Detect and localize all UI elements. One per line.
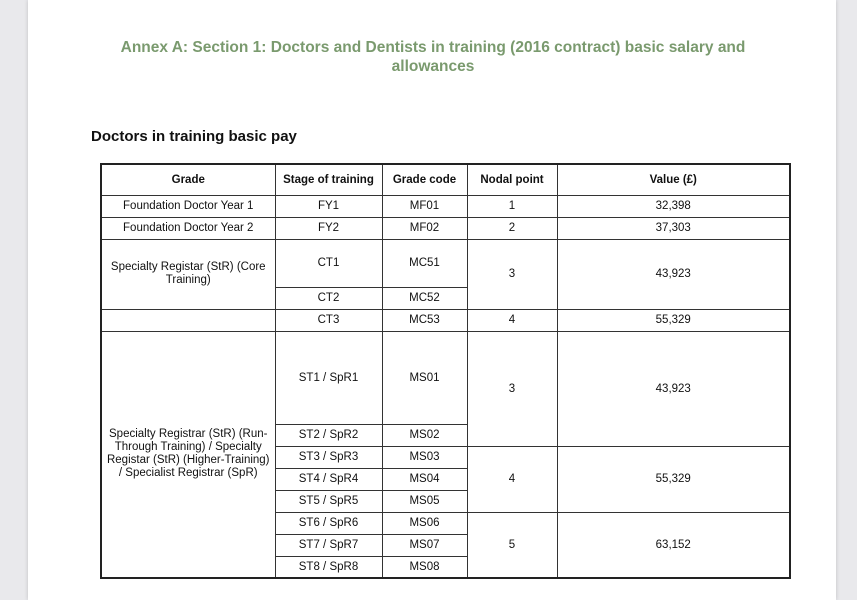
value-cell: 37,303 bbox=[557, 217, 790, 239]
stage-cell: ST7 / SpR7 bbox=[275, 534, 382, 556]
table-row bbox=[101, 217, 790, 239]
grade-cell bbox=[101, 309, 275, 331]
stage-cell: ST2 / SpR2 bbox=[275, 424, 382, 446]
stage-cell: ST5 / SpR5 bbox=[275, 490, 382, 512]
header-grade: Grade bbox=[101, 164, 275, 195]
nodal-cell: 3 bbox=[467, 331, 557, 446]
code-cell: MS02 bbox=[382, 424, 467, 446]
nodal-cell: 4 bbox=[467, 309, 557, 331]
nodal-cell: 1 bbox=[467, 195, 557, 217]
value-cell: 55,329 bbox=[557, 446, 790, 512]
document-page bbox=[28, 0, 836, 600]
grade-cell: Specialty Registar (StR) (Core Training) bbox=[101, 239, 275, 309]
nodal-cell: 4 bbox=[467, 446, 557, 512]
code-cell: MS01 bbox=[382, 331, 467, 424]
stage-cell: ST8 / SpR8 bbox=[275, 556, 382, 578]
code-cell: MS05 bbox=[382, 490, 467, 512]
annex-heading: Annex A: Section 1: Doctors and Dentists in training (2016 contract) basic salary and allowances bbox=[120, 39, 746, 75]
code-cell: MS03 bbox=[382, 446, 467, 468]
code-cell: MC51 bbox=[382, 239, 467, 287]
value-cell: 43,923 bbox=[557, 239, 790, 309]
stage-cell: CT3 bbox=[275, 309, 382, 331]
nodal-cell: 2 bbox=[467, 217, 557, 239]
table-row bbox=[101, 309, 790, 331]
code-cell: MC53 bbox=[382, 309, 467, 331]
nodal-cell: 5 bbox=[467, 512, 557, 578]
table-row bbox=[101, 239, 790, 287]
header-value: Value (£) bbox=[557, 164, 790, 195]
table-row bbox=[101, 195, 790, 217]
grade-cell: Specialty Registrar (StR) (Run-Through Training) / Specialty Registar (StR) (Higher-Training) / Specialist Registrar (SpR) bbox=[101, 331, 275, 578]
stage-cell: FY2 bbox=[275, 217, 382, 239]
value-cell: 43,923 bbox=[557, 331, 790, 446]
stage-cell: CT1 bbox=[275, 239, 382, 287]
code-cell: MS07 bbox=[382, 534, 467, 556]
code-cell: MF02 bbox=[382, 217, 467, 239]
stage-cell: ST1 / SpR1 bbox=[275, 331, 382, 424]
header-nodal-point: Nodal point bbox=[467, 164, 557, 195]
stage-cell: ST4 / SpR4 bbox=[275, 468, 382, 490]
code-cell: MS08 bbox=[382, 556, 467, 578]
grade-cell: Foundation Doctor Year 1 bbox=[101, 195, 275, 217]
code-cell: MS04 bbox=[382, 468, 467, 490]
header-stage: Stage of training bbox=[275, 164, 382, 195]
stage-cell: FY1 bbox=[275, 195, 382, 217]
grade-cell: Foundation Doctor Year 2 bbox=[101, 217, 275, 239]
basic-pay-table bbox=[100, 163, 791, 579]
code-cell: MF01 bbox=[382, 195, 467, 217]
nodal-cell: 3 bbox=[467, 239, 557, 309]
value-cell: 63,152 bbox=[557, 512, 790, 578]
table-subtitle: Doctors in training basic pay bbox=[91, 128, 297, 145]
table-header-row bbox=[101, 164, 790, 195]
code-cell: MC52 bbox=[382, 287, 467, 309]
value-cell: 55,329 bbox=[557, 309, 790, 331]
stage-cell: CT2 bbox=[275, 287, 382, 309]
header-grade-code: Grade code bbox=[382, 164, 467, 195]
code-cell: MS06 bbox=[382, 512, 467, 534]
value-cell: 32,398 bbox=[557, 195, 790, 217]
stage-cell: ST3 / SpR3 bbox=[275, 446, 382, 468]
table-row bbox=[101, 331, 790, 424]
stage-cell: ST6 / SpR6 bbox=[275, 512, 382, 534]
